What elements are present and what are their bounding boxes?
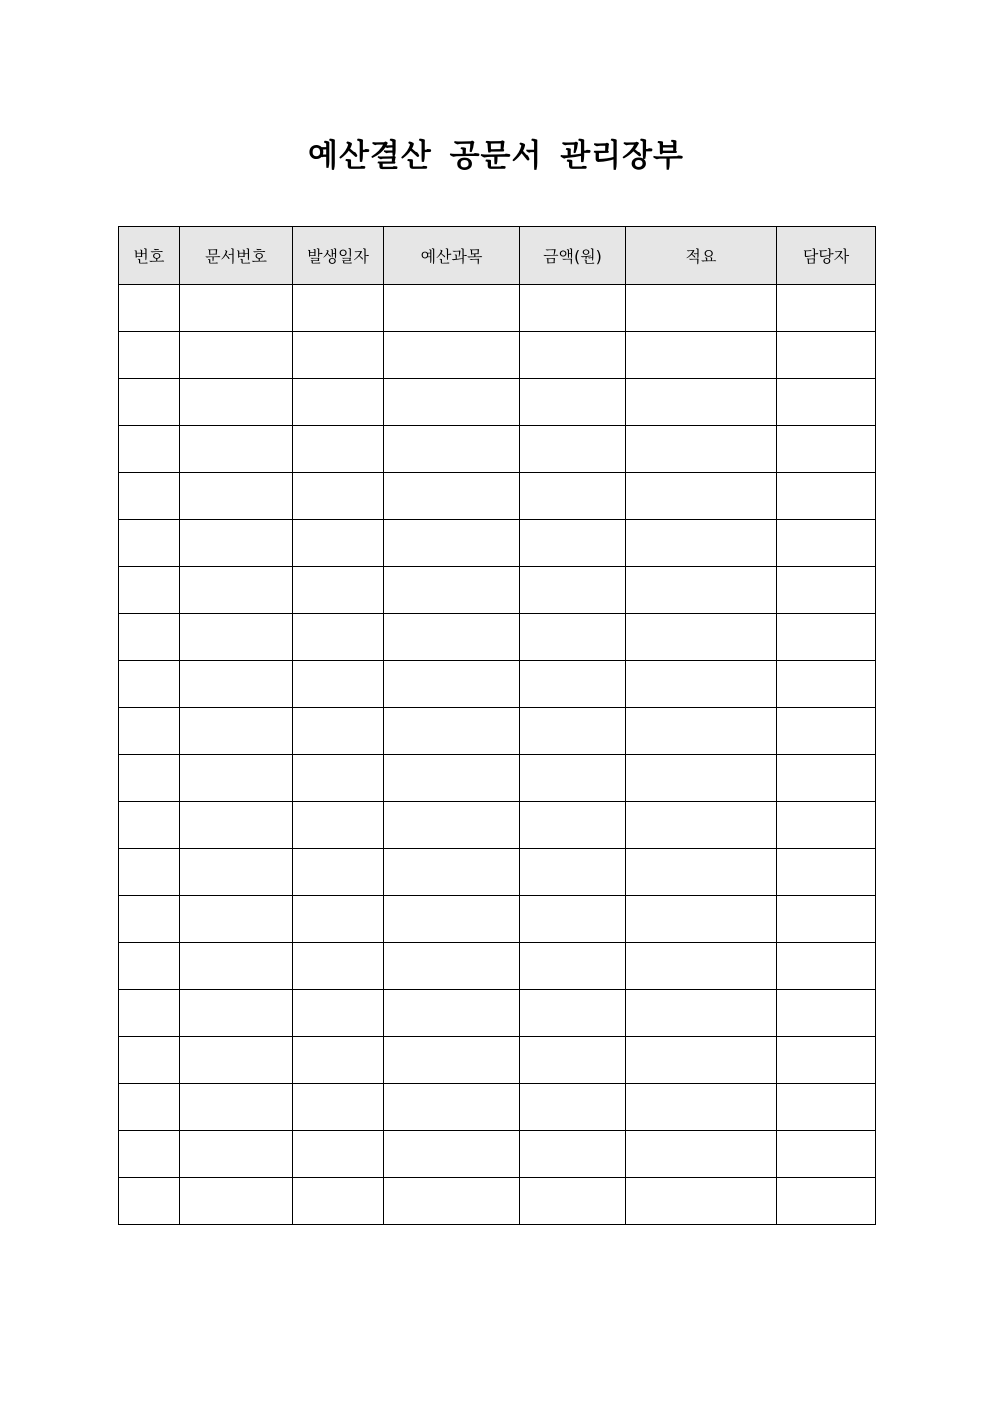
table-row — [119, 520, 876, 567]
table-cell[interactable] — [384, 426, 520, 473]
table-cell[interactable] — [119, 896, 180, 943]
page-title: 예산결산 공문서 관리장부 — [308, 138, 684, 174]
table-cell[interactable] — [626, 661, 777, 708]
table-cell[interactable] — [626, 379, 777, 426]
table-cell[interactable] — [626, 332, 777, 379]
table-cell[interactable] — [180, 1131, 293, 1178]
table-cell[interactable] — [180, 1178, 293, 1225]
table-cell[interactable] — [384, 614, 520, 661]
table-cell[interactable] — [626, 1037, 777, 1084]
table-cell[interactable] — [777, 990, 876, 1037]
table-cell[interactable] — [626, 520, 777, 567]
table-cell[interactable] — [180, 1037, 293, 1084]
table-cell[interactable] — [384, 943, 520, 990]
table-cell[interactable] — [384, 332, 520, 379]
table-cell[interactable] — [119, 473, 180, 520]
table-cell[interactable] — [520, 1084, 626, 1131]
table-cell[interactable] — [520, 1131, 626, 1178]
table-cell[interactable] — [520, 567, 626, 614]
table-cell[interactable] — [119, 661, 180, 708]
col-header-description: 적요 — [626, 227, 777, 285]
table-cell[interactable] — [626, 1131, 777, 1178]
table-cell[interactable] — [293, 473, 384, 520]
table-cell[interactable] — [293, 849, 384, 896]
table-cell[interactable] — [626, 614, 777, 661]
table-cell[interactable] — [384, 567, 520, 614]
table-cell[interactable] — [119, 520, 180, 567]
table-cell[interactable] — [520, 943, 626, 990]
table-cell[interactable] — [777, 1037, 876, 1084]
table-cell[interactable] — [384, 1037, 520, 1084]
table-cell[interactable] — [180, 473, 293, 520]
table-cell[interactable] — [293, 285, 384, 332]
table-cell[interactable] — [119, 1131, 180, 1178]
table-cell[interactable] — [293, 990, 384, 1037]
table-cell[interactable] — [180, 661, 293, 708]
table-row — [119, 285, 876, 332]
table-cell[interactable] — [384, 990, 520, 1037]
table-cell[interactable] — [777, 614, 876, 661]
table-cell[interactable] — [777, 1131, 876, 1178]
table-cell[interactable] — [293, 332, 384, 379]
table-cell[interactable] — [119, 332, 180, 379]
col-header-manager: 담당자 — [777, 227, 876, 285]
table-cell[interactable] — [626, 755, 777, 802]
table-cell[interactable] — [520, 285, 626, 332]
table-cell[interactable] — [626, 849, 777, 896]
table-row — [119, 661, 876, 708]
table-cell[interactable] — [626, 896, 777, 943]
table-cell[interactable] — [777, 849, 876, 896]
table-cell[interactable] — [777, 1084, 876, 1131]
table-cell[interactable] — [626, 1084, 777, 1131]
table-cell[interactable] — [777, 661, 876, 708]
table-cell[interactable] — [520, 1037, 626, 1084]
col-header-date: 발생일자 — [293, 227, 384, 285]
table-row — [119, 708, 876, 755]
table-cell[interactable] — [384, 661, 520, 708]
table-cell[interactable] — [777, 567, 876, 614]
table-cell[interactable] — [520, 990, 626, 1037]
col-header-budget-item: 예산과목 — [384, 227, 520, 285]
table-cell[interactable] — [119, 990, 180, 1037]
table-cell[interactable] — [293, 943, 384, 990]
table-cell[interactable] — [180, 896, 293, 943]
table-cell[interactable] — [293, 1131, 384, 1178]
table-row — [119, 426, 876, 473]
table-cell[interactable] — [384, 285, 520, 332]
table-cell[interactable] — [119, 708, 180, 755]
table-cell[interactable] — [180, 708, 293, 755]
table-cell[interactable] — [626, 567, 777, 614]
table-cell[interactable] — [626, 285, 777, 332]
table-row — [119, 990, 876, 1037]
table-cell[interactable] — [180, 849, 293, 896]
table-cell[interactable] — [777, 426, 876, 473]
table-row — [119, 332, 876, 379]
table-row — [119, 1178, 876, 1225]
table-cell[interactable] — [626, 426, 777, 473]
table-cell[interactable] — [384, 520, 520, 567]
table-cell[interactable] — [777, 285, 876, 332]
table-row — [119, 379, 876, 426]
table-cell[interactable] — [520, 661, 626, 708]
table-cell[interactable] — [180, 990, 293, 1037]
table-cell[interactable] — [520, 896, 626, 943]
table-cell[interactable] — [384, 849, 520, 896]
table-cell[interactable] — [777, 896, 876, 943]
table-cell[interactable] — [293, 567, 384, 614]
table-cell[interactable] — [293, 1178, 384, 1225]
table-cell[interactable] — [384, 1178, 520, 1225]
col-header-number: 번호 — [119, 227, 180, 285]
table-cell[interactable] — [180, 802, 293, 849]
table-cell[interactable] — [180, 943, 293, 990]
table-cell[interactable] — [293, 379, 384, 426]
table-row — [119, 614, 876, 661]
table-cell[interactable] — [777, 755, 876, 802]
table-cell[interactable] — [777, 379, 876, 426]
table-cell[interactable] — [119, 567, 180, 614]
table-cell[interactable] — [520, 614, 626, 661]
table-cell[interactable] — [119, 943, 180, 990]
table-cell[interactable] — [293, 426, 384, 473]
table-cell[interactable] — [384, 473, 520, 520]
table-cell[interactable] — [384, 379, 520, 426]
table-cell[interactable] — [180, 520, 293, 567]
table-cell[interactable] — [520, 1178, 626, 1225]
table-cell[interactable] — [626, 943, 777, 990]
table-row — [119, 567, 876, 614]
table-cell[interactable] — [119, 426, 180, 473]
table-cell[interactable] — [777, 1178, 876, 1225]
table-cell[interactable] — [777, 943, 876, 990]
table-cell[interactable] — [119, 1084, 180, 1131]
table-cell[interactable] — [777, 802, 876, 849]
table-cell[interactable] — [777, 332, 876, 379]
table-row — [119, 802, 876, 849]
table-row — [119, 755, 876, 802]
table-cell[interactable] — [520, 473, 626, 520]
ledger-body — [119, 285, 876, 1225]
table-cell[interactable] — [119, 755, 180, 802]
table-cell[interactable] — [119, 849, 180, 896]
table-cell[interactable] — [777, 708, 876, 755]
table-cell[interactable] — [384, 1084, 520, 1131]
table-cell[interactable] — [384, 896, 520, 943]
table-cell[interactable] — [384, 802, 520, 849]
header-row — [119, 227, 876, 285]
table-row — [119, 1037, 876, 1084]
table-cell[interactable] — [293, 896, 384, 943]
table-cell[interactable] — [626, 708, 777, 755]
table-cell[interactable] — [180, 567, 293, 614]
table-cell[interactable] — [180, 379, 293, 426]
table-cell[interactable] — [293, 1037, 384, 1084]
table-cell[interactable] — [180, 285, 293, 332]
table-cell[interactable] — [180, 614, 293, 661]
table-cell[interactable] — [777, 473, 876, 520]
table-cell[interactable] — [520, 802, 626, 849]
table-cell[interactable] — [119, 614, 180, 661]
table-row — [119, 473, 876, 520]
table-cell[interactable] — [180, 332, 293, 379]
table-row — [119, 849, 876, 896]
table-row — [119, 943, 876, 990]
table-cell[interactable] — [293, 520, 384, 567]
table-cell[interactable] — [520, 520, 626, 567]
table-cell[interactable] — [384, 1131, 520, 1178]
table-cell[interactable] — [180, 426, 293, 473]
table-cell[interactable] — [520, 708, 626, 755]
table-cell[interactable] — [626, 990, 777, 1037]
table-cell[interactable] — [293, 614, 384, 661]
table-cell[interactable] — [293, 708, 384, 755]
table-cell[interactable] — [119, 802, 180, 849]
table-cell[interactable] — [119, 285, 180, 332]
table-cell[interactable] — [119, 379, 180, 426]
col-header-document-number: 문서번호 — [180, 227, 293, 285]
table-cell[interactable] — [293, 1084, 384, 1131]
table-row — [119, 1084, 876, 1131]
table-cell[interactable] — [520, 379, 626, 426]
table-cell[interactable] — [180, 755, 293, 802]
table-cell[interactable] — [626, 802, 777, 849]
table-cell[interactable] — [520, 755, 626, 802]
table-cell[interactable] — [777, 520, 876, 567]
ledger-table — [118, 226, 876, 1225]
col-header-amount: 금액(원) — [520, 227, 626, 285]
table-cell[interactable] — [119, 1037, 180, 1084]
table-cell[interactable] — [626, 1178, 777, 1225]
table-cell[interactable] — [384, 755, 520, 802]
table-cell[interactable] — [293, 661, 384, 708]
table-cell[interactable] — [119, 1178, 180, 1225]
table-cell[interactable] — [520, 332, 626, 379]
table-cell[interactable] — [293, 755, 384, 802]
table-cell[interactable] — [626, 473, 777, 520]
table-cell[interactable] — [293, 802, 384, 849]
table-cell[interactable] — [384, 708, 520, 755]
table-row — [119, 1131, 876, 1178]
table-cell[interactable] — [180, 1084, 293, 1131]
table-cell[interactable] — [520, 849, 626, 896]
table-cell[interactable] — [520, 426, 626, 473]
table-row — [119, 896, 876, 943]
